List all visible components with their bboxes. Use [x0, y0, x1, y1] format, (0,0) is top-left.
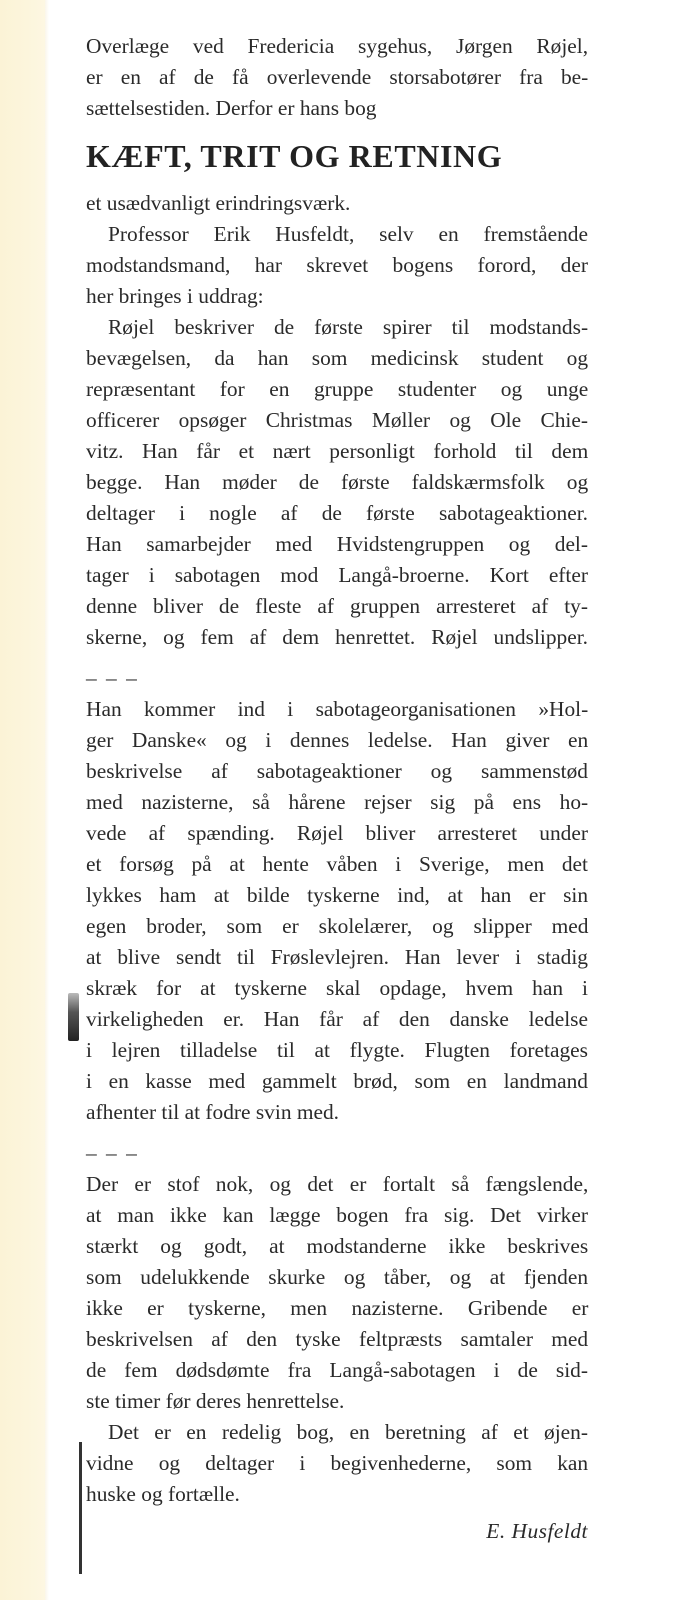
text-line: officerer opsøger Christmas Møller og Ole Chie-: [86, 408, 588, 432]
text-line: huske og fortælle.: [86, 1482, 240, 1506]
text-line: beskrivelse af sabotageaktioner og sammenstød: [86, 759, 588, 783]
text-line: ikke er tyskerne, men nazisterne. Gribende er: [86, 1296, 589, 1320]
paper-edge: [45, 0, 49, 1600]
closing-paragraph: [86, 1417, 588, 1510]
scan-mark: [68, 993, 79, 1041]
text-line: Røjel beskriver de første spirer til modstands-: [108, 315, 589, 339]
text-line: Det er en redelig bog, en beretning af et øjen-: [108, 1420, 588, 1444]
document-page: [86, 31, 588, 1547]
text-line: stærkt og godt, at modstanderne ikke beskrives: [86, 1234, 589, 1258]
text-line: repræsentant for en gruppe studenter og unge: [86, 377, 589, 401]
left-paper-strip: [0, 0, 45, 1600]
text-line: et forsøg på at hente våben i Sverige, men det: [86, 852, 588, 876]
section-1-paragraph: [86, 312, 588, 653]
text-line: ste timer før deres henrettelse.: [86, 1389, 345, 1413]
text-line: bevægelsen, da han som medicinsk student og: [86, 346, 589, 370]
text-line: sættelsestiden. Derfor er hans bog: [86, 96, 377, 120]
section-3-paragraph: [86, 1169, 588, 1417]
text-line: skræk for at tyskerne skal opdage, hvem han i: [86, 976, 588, 1000]
text-line: virkeligheden er. Han får af den danske ledelse: [86, 1007, 588, 1031]
text-line: Der er stof nok, og det er fortalt så fængslende,: [86, 1172, 589, 1196]
preface-paragraph: [86, 219, 588, 312]
text-line: her bringes i uddrag:: [86, 284, 264, 308]
text-line: afhenter til at fodre svin med.: [86, 1100, 340, 1124]
text-line: begge. Han møder de første faldskærmsfolk og: [86, 470, 589, 494]
intro-paragraph: [86, 31, 588, 124]
text-line: at man ikke kan lægge bogen fra sig. Det virker: [86, 1203, 588, 1227]
section-separator: – – –: [86, 1141, 139, 1165]
text-line: Han samarbejder med Hvidstengruppen og del-: [86, 532, 588, 556]
text-line: vitz. Han får et nært personligt forhold til dem: [86, 439, 589, 463]
section-2-paragraph: [86, 694, 588, 1128]
text-line: Professor Erik Husfeldt, selv en fremstående: [108, 222, 588, 246]
text-line: skerne, og fem af dem henrettet. Røjel undslipper.: [86, 625, 588, 649]
scan-line-mark: [79, 1442, 82, 1574]
text-line: at blive sendt til Frøslevlejren. Han lever i stadig: [86, 945, 588, 969]
text-line: beskrivelsen af den tyske feltpræsts samtaler med: [86, 1327, 589, 1351]
text-line: Overlæge ved Fredericia sygehus, Jørgen Røjel,: [86, 34, 589, 58]
text-line: Han kommer ind i sabotageorganisationen »Hol-: [86, 697, 589, 721]
text-line: er en af de få overlevende storsabotører fra be-: [86, 65, 589, 89]
book-title: KÆFT, TRIT OG RETNING: [86, 138, 503, 174]
text-line: i en kasse med gammelt brød, som en landmand: [86, 1069, 588, 1093]
text-line: i lejren tilladelse til at flygte. Flugten foretages: [86, 1038, 588, 1062]
text-line: med nazisterne, så hårene rejser sig på ens ho-: [86, 790, 589, 814]
text-line: som udelukkende skurke og tåber, og at fjenden: [86, 1265, 589, 1289]
text-line: vidne og deltager i begivenhederne, som kan: [86, 1451, 589, 1475]
text-line: egen broder, som er skolelærer, og slipper med: [86, 914, 589, 938]
text-line: deltager i nogle af de første sabotageaktioner.: [86, 501, 589, 525]
text-line: tager i sabotagen mod Langå-broerne. Kort efter: [86, 563, 588, 587]
text-line: denne bliver de fleste af gruppen arresteret af ty-: [86, 594, 588, 618]
text-line: de fem dødsdømte fra Langå-sabotagen i de sid-: [86, 1358, 588, 1382]
author-signature: E. Husfeldt: [486, 1519, 588, 1543]
text-line: modstandsmand, har skrevet bogens forord, der: [86, 253, 588, 277]
text-line: ger Danske« og i dennes ledelse. Han giver en: [86, 728, 589, 752]
text-line: vede af spænding. Røjel bliver arresteret under: [86, 821, 588, 845]
section-separator: – – –: [86, 666, 139, 690]
text-line: lykkes ham at bilde tyskerne ind, at han er sin: [86, 883, 589, 907]
text-line: et usædvanligt erindringsværk.: [86, 191, 351, 215]
